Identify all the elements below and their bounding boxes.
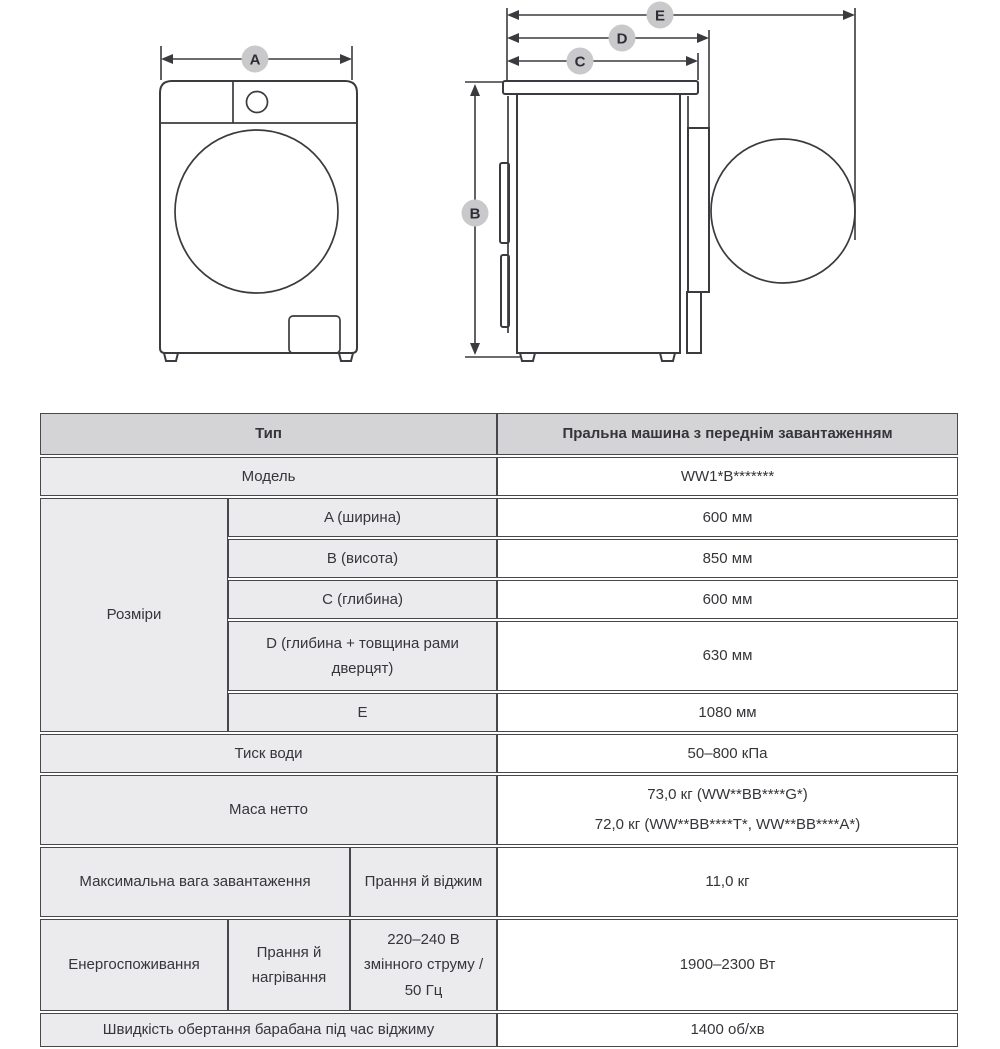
row-spin-speed	[40, 1013, 958, 1047]
model-value-cell: WW1*B*******	[497, 457, 958, 496]
dimension-e-value-cell: 1080 мм	[497, 693, 958, 732]
door-frame-bump	[688, 128, 709, 292]
dimension-a-indicator	[161, 46, 352, 81]
dimension-d-value-cell: 630 мм	[497, 621, 958, 691]
front-right-foot	[339, 353, 353, 361]
type-label-cell: Тип	[40, 413, 497, 455]
net-weight-value-line2: 72,0 кг (WW**BB****T*, WW**BB****A*)	[594, 816, 861, 833]
net-weight-value-cell	[497, 775, 958, 845]
row-dimension-a	[40, 498, 958, 537]
spin-speed-label-cell: Швидкість обертання барабана під час віджиму	[40, 1013, 497, 1047]
row-water-pressure	[40, 734, 958, 773]
washer-side-lid	[503, 81, 698, 94]
dimension-c-value-cell: 600 мм	[497, 580, 958, 619]
row-type	[40, 413, 958, 455]
water-pressure-label-cell: Тиск води	[40, 734, 497, 773]
water-pressure-value-cell: 50–800 кПа	[497, 734, 958, 773]
washer-side-body	[517, 94, 680, 353]
net-weight-value-line1: 73,0 кг (WW**BB****G*)	[647, 786, 808, 803]
specs-table	[40, 411, 958, 1049]
spin-speed-value-cell: 1400 об/хв	[497, 1013, 958, 1047]
washer-front-body	[160, 81, 357, 353]
max-load-label-cell: Максимальна вага завантаження	[40, 847, 350, 917]
dimension-a-name-cell: A (ширина)	[228, 498, 497, 537]
dimension-d-label: D	[616, 30, 628, 48]
side-view-diagram	[462, 2, 856, 362]
dimension-c-name-cell: C (глибина)	[228, 580, 497, 619]
dimension-b-name-cell: B (висота)	[228, 539, 497, 578]
type-value-cell: Пральна машина з переднім завантаженням	[497, 413, 958, 455]
front-left-foot	[164, 353, 178, 361]
net-weight-label-cell: Маса нетто	[40, 775, 497, 845]
open-door-circle	[711, 139, 855, 283]
dimension-diagrams	[0, 0, 1000, 405]
dimension-c-label: C	[574, 53, 586, 71]
power-mode-cell: Прання й нагрівання	[228, 919, 350, 1011]
dimension-b-value-cell: 850 мм	[497, 539, 958, 578]
side-back-foot	[520, 353, 535, 361]
dimension-c-indicator	[507, 48, 698, 81]
dimensions-group-cell: Розміри	[40, 498, 228, 732]
row-model	[40, 457, 958, 496]
dimension-d-name-cell: D (глибина + товщина рами дверцят)	[228, 621, 497, 691]
power-label-cell: Енергоспоживання	[40, 919, 228, 1011]
power-value-cell: 1900–2300 Вт	[497, 919, 958, 1011]
dimension-b-label: B	[469, 205, 481, 223]
dimension-e-name-cell: E	[228, 693, 497, 732]
dimension-e-label: E	[654, 7, 666, 25]
row-max-load	[40, 847, 958, 917]
dimension-a-value-cell: 600 мм	[497, 498, 958, 537]
max-load-mode-cell: Прання й віджим	[350, 847, 497, 917]
row-power	[40, 919, 958, 1011]
model-label-cell: Модель	[40, 457, 497, 496]
max-load-value-cell: 11,0 кг	[497, 847, 958, 917]
dimension-a-label: A	[249, 51, 261, 69]
front-lower-strip	[687, 292, 701, 353]
front-view-diagram	[160, 46, 357, 362]
dimension-b-indicator	[462, 82, 521, 357]
row-net-weight	[40, 775, 958, 845]
power-supply-cell: 220–240 В змінного струму / 50 Гц	[350, 919, 497, 1011]
side-front-foot	[660, 353, 675, 361]
